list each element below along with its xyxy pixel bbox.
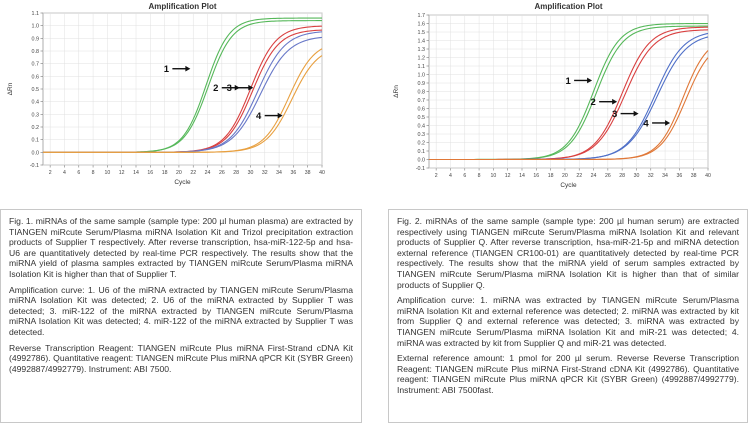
y-tick-label: 0.4 (31, 99, 39, 106)
x-tick-label: 32 (647, 173, 654, 179)
x-tick-label: 24 (204, 170, 211, 176)
x-tick-label: 20 (176, 170, 182, 176)
y-tick-label: -0.1 (29, 163, 39, 169)
amplification-plot-1 (0, 0, 375, 190)
y-tick-label: 0.9 (417, 81, 425, 87)
x-tick-label: 14 (519, 173, 525, 179)
x-tick-label: 22 (576, 173, 583, 179)
x-tick-label: 12 (504, 173, 511, 179)
figure-1-reagents-text: Reverse Transcription Reagent: TIANGEN miRcute Plus miRNA First-Strand cDNA Kit (4992786). Quantitative reagent: TIANGEN miRcute Plus miRNA qPCR Kit (SYBR Green) (4992887/4992779). Instrument: ABI 7500. (9, 342, 353, 374)
y-tick-label: 0.3 (417, 132, 425, 138)
y-tick-label: 0.4 (417, 123, 425, 130)
x-tick-label: 4 (63, 170, 66, 176)
y-tick-label: 1.5 (417, 30, 425, 36)
x-tick-label: 30 (247, 170, 254, 176)
y-tick-label: 0.5 (417, 115, 425, 121)
x-tick-label: 38 (304, 170, 311, 176)
curve-label-4: 4 (643, 118, 649, 130)
x-tick-label: 14 (133, 170, 139, 176)
y-tick-label: 1.0 (31, 23, 39, 30)
y-tick-label: 0.1 (31, 137, 39, 144)
x-tick-label: 22 (190, 170, 197, 176)
y-tick-label: 1.4 (417, 38, 425, 45)
x-tick-label: 6 (463, 173, 467, 179)
x-tick-label: 26 (218, 170, 225, 176)
x-tick-label: 32 (261, 170, 268, 176)
x-axis-label: Cycle (174, 179, 191, 186)
x-tick-label: 2 (434, 173, 438, 179)
figure-1-legend-text: Amplification curve: 1. U6 of the miRNA extracted by TIANGEN miRcute Serum/Plasma miRNA Isolation Kit was detected; 2. U6 of the miRNA extracted by Supplier T was detected; 3. miR-122 of the miRNA extracted by TIANGEN miRcute Serum/Plasma miRNA Isolation Kit was detected; 4. miR-122 of the miRNA extracted by Supplier T was detected. (9, 284, 353, 337)
curve-label-2: 2 (213, 83, 219, 95)
y-tick-label: 1.1 (417, 64, 425, 70)
x-tick-label: 16 (147, 170, 154, 176)
y-tick-label: 0.7 (31, 61, 39, 68)
x-tick-label: 2 (48, 170, 52, 176)
x-tick-label: 10 (104, 170, 111, 176)
figure-1-description: Fig. 1. miRNAs of the same sample (sample type: 200 µl human plasma) are extracted by TIANGEN miRcute Serum/Plasma miRNA Isolation Kit and Trizol precipitation extraction products of Supplier T respectively. After reverse transcription, hsa-miR-122-5p and hsa-U6 are quantitatively detected by real-time PCR respectively. The results show that the miRNA yield of plasma samples extracted by TIANGEN miRcute Serum/Plasma miRNA Isolation Kit is higher than that of Supplier T. (9, 216, 353, 279)
x-tick-label: 36 (676, 173, 683, 179)
y-tick-label: 0.6 (417, 106, 425, 113)
curve-label-4: 4 (256, 111, 262, 123)
curve-label-2: 2 (590, 97, 596, 109)
y-axis-label: ΔRn (7, 82, 14, 96)
amplification-plot-1-svg (0, 0, 375, 190)
figure-2-legend-text: Amplification curve: 1. miRNA was extracted by TIANGEN miRcute Serum/Plasma miRNA Isolation Kit and external reference was detected; 2. miRNA was extracted by kit from Supplier Q and external reference was detected; 3. miRNA was extracted by TIANGEN miRcute Serum/Plasma miRNA Isolation Kit and miR-21 was detected; 4. miRNA was extracted by kit from Supplier Q and miR-21 was detected. (397, 295, 739, 348)
curve-label-1: 1 (565, 75, 571, 87)
x-tick-label: 36 (290, 170, 297, 176)
x-tick-label: 40 (319, 170, 325, 176)
y-tick-label: 1.0 (417, 72, 425, 79)
curve-label-1: 1 (163, 64, 170, 76)
y-tick-label: 0.0 (417, 157, 425, 164)
x-tick-label: 4 (449, 173, 452, 179)
y-tick-label: 1.6 (417, 21, 425, 28)
y-tick-label: 0.5 (31, 87, 39, 93)
x-tick-label: 38 (690, 173, 697, 179)
chart-title: Amplification Plot (534, 2, 603, 11)
figure-2-reagents-text: External reference amount: 1 pmol for 200 µl serum. Reverse Reverse Transcription Reagent: TIANGEN miRcute Plus miRNA First-Strand cDNA Kit (4992786). Quantitative reagent: TIANGEN miRcute Plus miRNA qPCR Kit (SYBR Green) (4992887/4992779). Instrument: ABI 7500fast. (397, 353, 739, 395)
y-tick-label: 0.6 (31, 74, 39, 81)
x-tick-label: 8 (477, 173, 481, 179)
x-tick-label: 34 (276, 170, 282, 176)
y-tick-label: -0.1 (415, 166, 425, 172)
y-tick-label: 1.7 (417, 13, 425, 19)
y-tick-label: 0.8 (31, 49, 39, 55)
x-tick-label: 10 (490, 173, 497, 179)
figure-2-caption (388, 209, 748, 423)
amplification-plot-2-svg (388, 0, 751, 190)
figure-1-caption (0, 209, 362, 423)
x-tick-label: 12 (118, 170, 125, 176)
y-tick-label: 0.8 (417, 89, 425, 96)
figure-2-description: Fig. 2. miRNAs of the same sample (sample type: 200 µl human serum) are extracted respectively using TIANGEN miRcute Serum/Plasma miRNA Isolation Kit and relevant products of Supplier Q. After reverse transcription, hsa-miR-21-5p and miRNA detection external reference (TIANGEN CR100-01) are quantitatively detected by real-time PCR respectively. The results show that the miRNA yield of serum samples extracted by TIANGEN miRcute Serum/Plasma miRNA Isolation Kit is higher than that of similar products of Supplier Q. (397, 216, 739, 290)
curve-label-3: 3 (226, 83, 232, 95)
x-tick-label: 18 (547, 173, 554, 179)
x-tick-label: 16 (533, 173, 540, 179)
curve-label-3: 3 (611, 109, 618, 121)
y-tick-label: 0.2 (417, 140, 425, 147)
y-tick-label: 0.0 (31, 150, 39, 157)
x-tick-label: 28 (233, 170, 240, 176)
y-tick-label: 0.1 (417, 149, 425, 155)
y-tick-label: 1.2 (417, 55, 425, 62)
x-tick-label: 40 (705, 173, 711, 179)
y-tick-label: 0.7 (417, 98, 425, 104)
x-tick-label: 6 (77, 170, 81, 176)
x-tick-label: 20 (562, 173, 568, 179)
x-tick-label: 30 (633, 173, 640, 179)
x-tick-label: 8 (91, 170, 95, 176)
y-tick-label: 0.9 (31, 36, 39, 43)
chart-title: Amplification Plot (148, 2, 217, 11)
x-tick-label: 34 (662, 173, 668, 179)
y-tick-label: 0.3 (31, 112, 39, 119)
amplification-plot-2 (388, 0, 751, 190)
x-tick-label: 18 (161, 170, 168, 176)
y-tick-label: 0.2 (31, 125, 39, 131)
x-tick-label: 28 (619, 173, 626, 179)
x-tick-label: 26 (604, 173, 611, 179)
y-tick-label: 1.3 (417, 47, 425, 53)
y-tick-label: 1.1 (31, 11, 39, 17)
x-tick-label: 24 (590, 173, 597, 179)
x-axis-label: Cycle (560, 182, 577, 189)
y-axis-label: ΔRn (393, 85, 400, 98)
